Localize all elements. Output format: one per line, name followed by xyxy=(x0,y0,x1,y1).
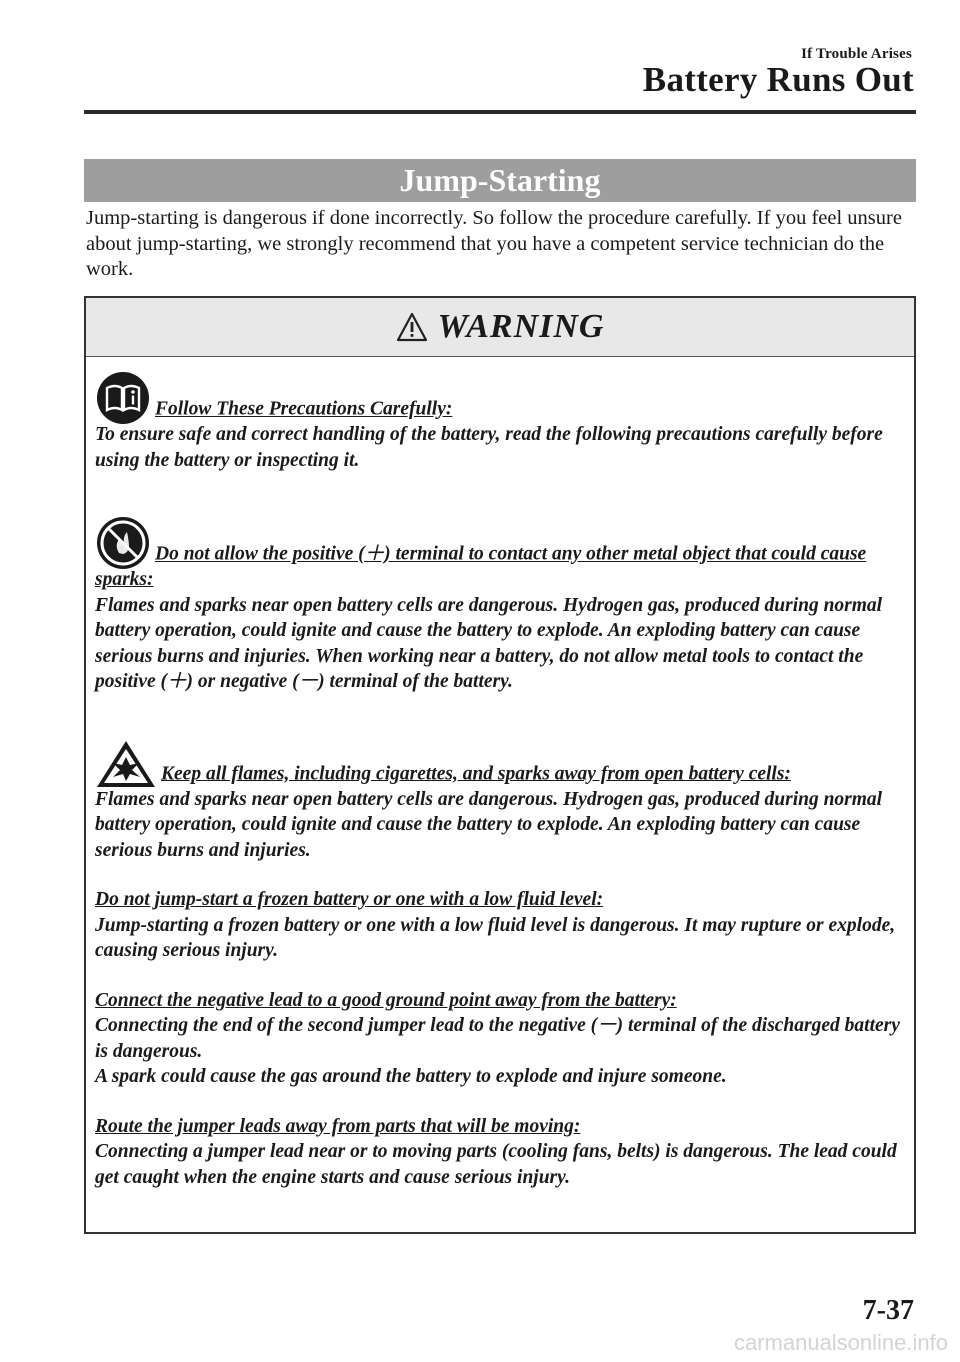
warning-item-heading: Do not allow the positive (＋) terminal to contact any other metal object that could cause sparks: xyxy=(95,543,867,590)
warning-item-body: Flames and sparks near open battery cells are dangerous. Hydrogen gas, produced during normal battery operation, could ignite and cause the battery to explode. An exploding battery can cause serious burns and injuries. xyxy=(95,788,883,861)
watermark: carmanualsonline.info xyxy=(733,1330,948,1355)
warning-item-heading: Connect the negative lead to a good ground point away from the battery: xyxy=(95,989,677,1011)
warning-item-heading: Keep all flames, including cigarettes, and sparks away from open battery cells: xyxy=(161,763,791,784)
warning-item-heading: Follow These Precautions Carefully: xyxy=(155,398,453,420)
warning-item-precautions xyxy=(95,372,910,473)
warning-item-terminal-contact xyxy=(95,517,910,695)
header-divider xyxy=(84,110,916,114)
warning-item-frozen-battery xyxy=(95,887,910,964)
warning-item-body: To ensure safe and correct handling of the battery, read the following precautions carefully before using the battery or inspecting it. xyxy=(95,424,883,471)
warning-header xyxy=(86,298,914,357)
warning-item-body: Jump-starting a frozen battery or one with a low fluid level is dangerous. It may rupture or explode, causing serious injury. xyxy=(95,914,896,961)
explosion-warning-icon xyxy=(95,739,157,789)
warning-item-body: Connecting a jumper lead near or to moving parts (cooling fans, belts) is dangerous. The lead could get caught when the engine starts and cause serious injury. xyxy=(95,1141,897,1188)
warning-item-body: Flames and sparks near open battery cells are dangerous. Hydrogen gas, produced during normal battery operation, could ignite and cause the battery to explode. An exploding battery can cause serious burns and injuries. When working near a battery, do not allow metal tools to contact the positive (＋) or negative (－) terminal of the battery. xyxy=(95,594,883,692)
chapter-label: If Trouble Arises xyxy=(801,46,912,62)
warning-item-flames xyxy=(95,739,910,864)
warning-item-heading: Do not jump-start a frozen battery or one with a low fluid level: xyxy=(95,889,604,910)
page-number: 7-37 xyxy=(862,1295,914,1326)
section-title: Jump-Starting xyxy=(84,159,916,202)
warning-box xyxy=(84,296,916,1234)
intro-paragraph: Jump-starting is dangerous if done incorrectly. So follow the procedure carefully. If you feel unsure about jump-starting, we strongly recommend that you have a competent service technician do the work. xyxy=(86,207,902,280)
warning-item-jumper-leads xyxy=(95,1114,910,1191)
warning-body xyxy=(95,372,910,1190)
page-title: Battery Runs Out xyxy=(642,60,914,99)
manual-book-icon xyxy=(95,372,151,424)
no-flames-icon xyxy=(95,517,151,569)
warning-item-body: Connecting the end of the second jumper lead to the negative (－) terminal of the discharged battery is dangerous. A spark could cause the gas around the battery to explode and injure someone. xyxy=(95,1015,900,1087)
warning-triangle-icon xyxy=(396,312,428,342)
warning-item-ground-point xyxy=(95,988,910,1090)
warning-label: WARNING xyxy=(437,308,605,345)
warning-item-heading: Route the jumper leads away from parts that will be moving: xyxy=(95,1115,581,1137)
